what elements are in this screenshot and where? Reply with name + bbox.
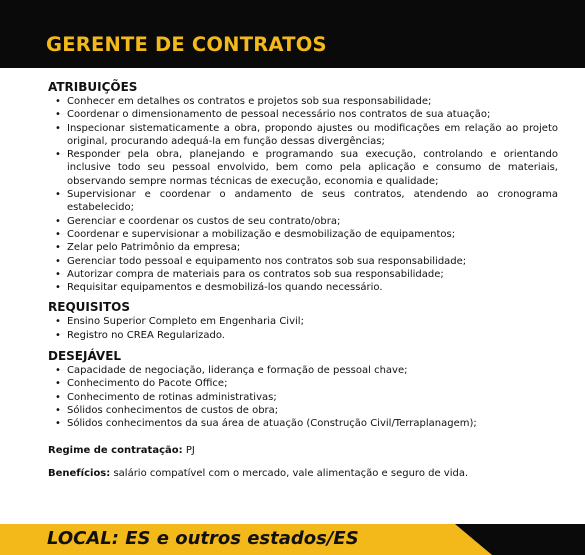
bullet-icon: • <box>55 268 61 280</box>
section-heading-desejavel: DESEJÁVEL <box>48 349 122 364</box>
bullet-icon: • <box>55 365 61 377</box>
list-item-text: Conhecimento do Pacote Office; <box>67 378 228 390</box>
regime-contratacao <box>48 444 558 457</box>
list-item-text: Inspecionar sistematicamente a obra, propondo ajustes ou modificações em relação ao projeto original, procurando adequá-la em função dessas divergências; <box>67 122 558 147</box>
list-item-text: Gerenciar todo pessoal e equipamento nos contratos sob sua responsabilidade; <box>67 255 467 267</box>
bullet-icon: • <box>55 329 61 341</box>
bullet-icon: • <box>55 228 61 240</box>
list-item <box>48 377 558 390</box>
bullet-icon: • <box>55 149 61 161</box>
header-bar <box>0 0 585 68</box>
location-banner <box>0 519 585 555</box>
bullet-icon: • <box>55 418 61 430</box>
list-item-text: Conhecer em detalhes os contratos e projetos sob sua responsabilidade; <box>67 96 432 107</box>
bullet-icon: • <box>55 255 61 267</box>
bullet-icon: • <box>55 215 61 227</box>
bullet-icon: • <box>55 404 61 416</box>
bullet-icon: • <box>55 96 61 107</box>
list-item <box>48 215 558 228</box>
section-heading-requisitos: REQUISITOS <box>48 300 130 315</box>
list-item <box>48 417 558 430</box>
list-item <box>48 255 558 268</box>
bullet-icon: • <box>55 316 61 328</box>
list-item-text: Registro no CREA Regularizado. <box>67 329 225 341</box>
list-item-text: Gerenciar e coordenar os custos de seu contrato/obra; <box>67 215 341 227</box>
list-item <box>48 188 558 215</box>
requisitos-list <box>48 315 558 342</box>
bullet-icon: • <box>55 391 61 403</box>
bullet-icon: • <box>55 189 61 201</box>
regime-label: Regime de contratação: <box>48 444 183 456</box>
list-item <box>48 391 558 404</box>
list-item-text: Coordenar o dimensionamento de pessoal necessário nos contratos de sua atuação; <box>67 109 491 121</box>
list-item-text: Ensino Superior Completo em Engenharia Civil; <box>67 316 304 328</box>
beneficios-label: Benefícios: <box>48 467 111 479</box>
section-heading-atribuicoes: ATRIBUIÇÕES <box>48 80 138 94</box>
bullet-icon: • <box>55 282 61 294</box>
list-item-text: Conhecimento de rotinas administrativas; <box>67 391 277 403</box>
bullet-icon: • <box>55 109 61 121</box>
list-item <box>48 329 558 342</box>
list-item-text: Requisitar equipamentos e desmobilizá-los quando necessário. <box>67 282 383 294</box>
beneficios <box>48 467 558 480</box>
list-item <box>48 122 558 149</box>
desejavel-list <box>48 364 558 430</box>
bullet-icon: • <box>55 242 61 254</box>
list-item-text: Zelar pelo Patrimônio da empresa; <box>67 242 241 254</box>
bullet-icon: • <box>55 122 61 134</box>
list-item <box>48 95 558 108</box>
regime-value: PJ <box>185 444 195 456</box>
page-title: GERENTE DE CONTRATOS <box>46 33 327 56</box>
list-item <box>48 241 558 254</box>
list-item <box>48 404 558 417</box>
list-item-text: Capacidade de negociação, liderança e formação de pessoal chave; <box>67 365 408 377</box>
list-item-text: Supervisionar e coordenar o andamento de seus contratos, atendendo ao cronograma estabelecido; <box>67 189 558 214</box>
list-item <box>48 364 558 377</box>
beneficios-value: salário compatível com o mercado, vale alimentação e seguro de vida. <box>113 467 469 479</box>
list-item <box>48 228 558 241</box>
atribuicoes-list <box>48 95 558 294</box>
list-item-text: Sólidos conhecimentos da sua área de atuação (Construção Civil/Terraplanagem); <box>67 418 477 430</box>
list-item <box>48 148 558 188</box>
list-item-text: Coordenar e supervisionar a mobilização e desmobilização de equipamentos; <box>67 228 456 240</box>
list-item <box>48 315 558 328</box>
location-text: LOCAL: ES e outros estados/ES <box>47 528 359 549</box>
list-item-text: Responder pela obra, planejando e programando sua execução, controlando e orientando inclusive todo seu pessoal envolvido, bem como pela aplicação e consumo de materiais, observando sempre normas técnicas de execução, economia e qualidade; <box>67 149 558 187</box>
job-description <box>48 80 558 480</box>
list-item <box>48 108 558 121</box>
list-item <box>48 281 558 294</box>
list-item <box>48 268 558 281</box>
list-item-text: Autorizar compra de materiais para os contratos sob sua responsabilidade; <box>67 268 444 280</box>
bullet-icon: • <box>55 378 61 390</box>
list-item-text: Sólidos conhecimentos de custos de obra; <box>67 404 279 416</box>
